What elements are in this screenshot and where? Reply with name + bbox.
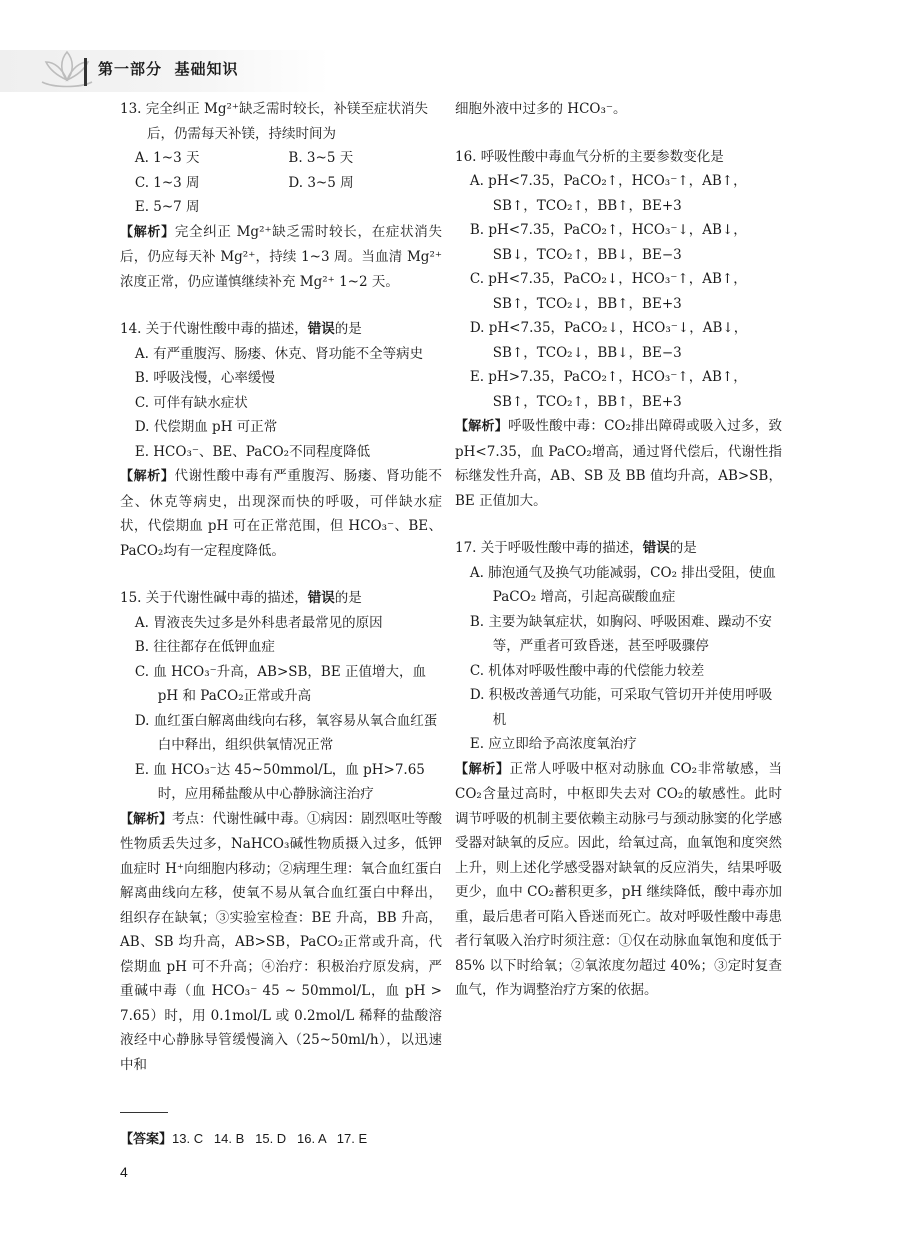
question-stem [120,586,442,611]
answer-key [120,1128,367,1147]
option-a: A. 肺泡通气及换气功能减弱，CO₂ 排出受阻，使血 PaCO₂ 增高，引起高碳酸血症 [469,564,776,605]
analysis [455,414,782,513]
header-divider-bar [84,58,87,86]
option-d: D. 代偿期血 pH 可正常 [134,419,278,435]
analysis-text: 正常人呼吸中枢对动脉血 CO₂非常敏感，当 CO₂含量过高时，中枢即失去对 CO₂的敏感性。此时调节呼吸的机制主要依赖主动脉弓与颈动脉窦的化学感受器对缺氧的反应。因此，给氧过高，血氧饱和度突然上升，则上述化学感受器对缺氧的反应消失，结果呼吸更少，血中 CO₂蓄积更多，pH 继续降低，酸中毒亦加重，最后患者可陷入昏迷而死亡。故对呼吸性酸中毒患者行氧吸入治疗时须注意：①仅在动脉血氧饱和度低于 85% 以下时给氧；②氧浓度勿超过 40%；③定时复查血气，作为调整治疗方案的依据。 [455,760,782,998]
question-stem [120,317,442,342]
option-b: B. 主要为缺氧症状，如胸闷、呼吸困难、躁动不安等，严重者可致昏迷，甚至呼吸骤停 [469,613,772,654]
option-c: C. 1~3 周 [134,174,200,191]
analysis [120,464,442,563]
option-e: E. HCO₃⁻、BE、PaCO₂不同程度降低 [134,443,371,460]
stem-text-end: 的是 [334,321,362,337]
stem-emphasis: 错误 [307,321,335,337]
option-a: A. 胃液丧失过多是外科患者最常见的原因 [134,614,383,631]
option-d: D. 血红蛋白解离曲线向右移，氧容易从氧合血红蛋白中释出，组织供氧情况正常 [134,712,438,753]
analysis-label: 【解析】 [120,469,175,484]
option-e: E. 血 HCO₃⁻达 45~50mmol/L，血 pH>7.65 时，应用稀盐酸从中心静脉滴注治疗 [134,761,425,802]
question-17 [455,536,782,1003]
question-13 [120,97,442,294]
option-b: B. 往往都存在低钾血症 [134,639,275,655]
options-list [120,342,442,465]
option-a: A. 1~3 天 [134,150,200,166]
answer-key-label: 【答案】 [120,1132,173,1147]
analysis-label: 【解析】 [455,419,508,434]
stem-text-end: 的是 [669,540,697,556]
question-stem: 16. 呼吸性酸中毒血气分析的主要参数变化是 [455,148,724,165]
stem-text-end: 的是 [334,590,362,606]
question-stem: 13. 完全纠正 Mg²⁺缺乏需时较长，补镁至症状消失后，仍需每天补镁，持续时间为 [120,101,429,142]
left-column [120,97,442,1077]
stem-text: 17. 关于呼吸性酸中毒的描述， [455,540,643,556]
stem-text: 15. 关于代谢性碱中毒的描述， [120,590,308,606]
analysis-text: 考点：代谢性碱中毒。①病因：剧烈呕吐等酸性物质丢失过多，NaHCO₃碱性物质摄入过多，低钾血症时 H⁺向细胞内移动；②病理生理：氧合血红蛋白解离曲线向左移，使氧不易从氧合血红蛋白中释出，组织存在缺氧；③实验室检查：BE 升高，BB 升高，AB、SB 均升高，AB>SB，PaCO₂正常或升高，代偿期血 pH 可不升高；④治疗：积极治疗原发病，严重碱中毒（血 HCO₃⁻ 45 ~ 50mmol/L，血 pH > 7.65）时，用 0.1mol/L 或 0.2mol/L 稀释的盐酸溶液经中心静脉导管缓慢滴入（25~50ml/h），以迅速中和 [120,810,443,1073]
section-title: 第一部分 基础知识 [98,60,239,78]
analysis-label: 【解析】 [120,811,173,827]
analysis-text: 呼吸性酸中毒：CO₂排出障碍或吸入过多，致 pH<7.35，血 PaCO₂增高，通过肾代偿后，代谢性指标继发性升高，AB、SB 及 BB 值均升高，AB>SB，BE 正值加大。 [455,418,782,509]
option-b: B. 3~5 天 [288,150,354,166]
page-header [0,42,900,100]
option-c: C. 机体对呼吸性酸中毒的代偿能力较差 [469,662,705,679]
option-e: E. 5~7 周 [134,199,200,215]
analysis [455,757,782,1003]
option-c: C. pH<7.35，PaCO₂↓，HCO₃⁻↑，AB↑，SB↑，TCO₂↓，BB↑，BE+3 [469,271,747,312]
question-16 [455,145,782,514]
question-14 [120,317,442,563]
options-list [120,146,442,220]
question-15 [120,586,442,1077]
option-d: D. pH<7.35，PaCO₂↓，HCO₃⁻↓，AB↓，SB↑，TCO₂↓，BB↓，BE−3 [469,320,748,361]
page-number: 4 [120,1164,128,1180]
lotus-logo-icon [32,42,102,94]
analysis-label: 【解析】 [120,224,175,240]
option-d: D. 3~5 周 [288,174,354,191]
options-list [455,561,782,757]
answer-key-values: 13. C 14. B 15. D 16. A 17. E [172,1131,368,1146]
continuation-text: 细胞外液中过多的 HCO₃⁻。 [455,101,627,117]
option-c: C. 可伴有缺水症状 [134,394,248,411]
stem-text: 14. 关于代谢性酸中毒的描述， [120,321,308,337]
stem-emphasis: 错误 [642,540,670,556]
analysis-text: 完全纠正 Mg²⁺缺乏需时较长，在症状消失后，仍应每天补 Mg²⁺，持续 1~3 周。当血清 Mg²⁺浓度正常，仍应谨慎继续补充 Mg²⁺ 1~2 天。 [120,223,442,290]
option-a: A. 有严重腹泻、肠瘘、休克、肾功能不全等病史 [134,345,424,362]
option-e: E. 应立即给予高浓度氧治疗 [469,736,637,752]
options-list [120,611,442,807]
options-list [455,169,782,414]
option-e: E. pH>7.35，PaCO₂↑，HCO₃⁻↑，AB↑，SB↑，TCO₂↑，BB↑，BE+3 [469,369,747,410]
question-stem [455,536,782,561]
analysis [120,220,442,295]
option-b: B. 呼吸浅慢，心率缓慢 [134,370,275,386]
analysis-text: 代谢性酸中毒有严重腹泻、肠瘘、肾功能不全、休克等病史，出现深而快的呼吸，可伴缺水症状，代偿期血 pH 可在正常范围，但 HCO₃⁻、BE、PaCO₂均有一定程度降低。 [120,468,442,559]
right-column [455,97,782,1003]
analysis-label: 【解析】 [455,761,510,777]
analysis [120,807,442,1078]
option-a: A. pH<7.35，PaCO₂↑，HCO₃⁻↑，AB↑，SB↑，TCO₂↑，BB↑，BE+3 [469,173,747,214]
option-b: B. pH<7.35，PaCO₂↑，HCO₃⁻↓，AB↓，SB↓，TCO₂↑，BB↓，BE−3 [469,222,747,263]
stem-emphasis: 错误 [307,590,335,606]
option-c: C. 血 HCO₃⁻升高，AB>SB，BE 正值增大，血 pH 和 PaCO₂正常或升高 [134,663,426,704]
option-d: D. 积极改善通气功能，可采取气管切开并使用呼吸机 [469,687,773,728]
footer-divider [120,1112,168,1113]
